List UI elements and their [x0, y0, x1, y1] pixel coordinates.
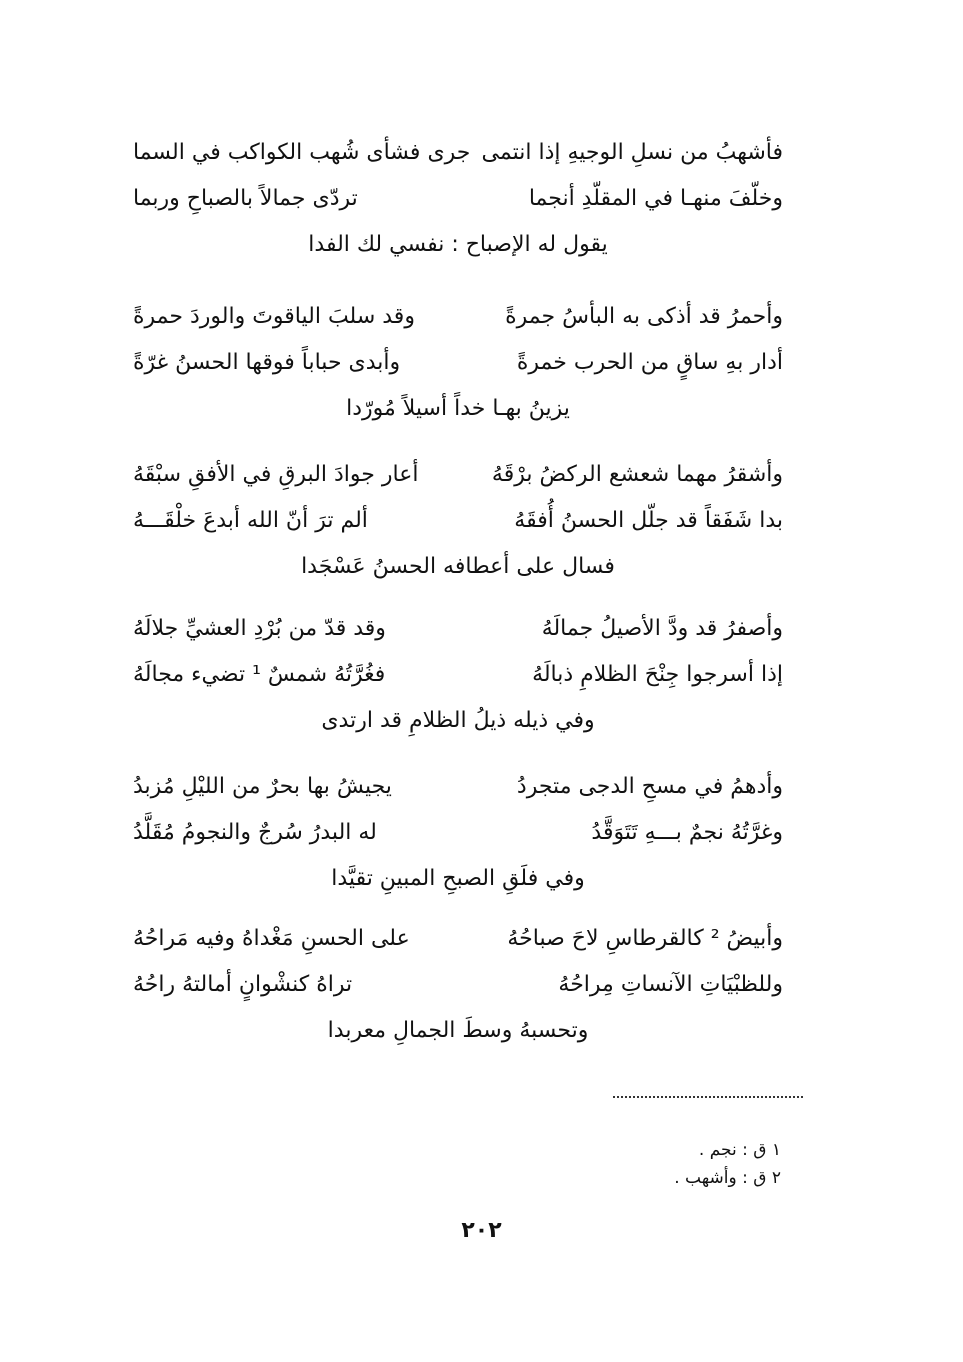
verse-hemistich-left: تراهُ كنشْوانٍ أمالتهُ راحُهُ — [133, 972, 353, 997]
verse-hemistich-right: فأشهبُ من نسلِ الوجيهِ إذا انتمى — [481, 140, 783, 165]
verse-line — [133, 810, 783, 856]
verse-hemistich-left: وقد سلبَ الياقوتَ والوردَ حمرةً — [133, 304, 415, 329]
footnote-2: ٢ ق : وأشهب . — [674, 1168, 781, 1188]
footnote-1: ١ ق : نجم . — [698, 1140, 781, 1160]
poem-stanza-1 — [133, 130, 783, 268]
verse-hemistich-left: وأبدى حباباً فوقها الحسنُ غرّةً — [133, 350, 401, 375]
closing-line: يزينُ بهـا خداً أسيلاً مُورّدا — [346, 396, 570, 421]
verse-hemistich-left: فغُرَّتُهُ شمسٌ ¹ تضيء مجالَهُ — [133, 662, 386, 687]
verse-hemistich-right: بدا شَفَقاً قد جلّل الحسنُ أُفقَهُ — [514, 508, 783, 533]
verse-hemistich-left: له البدرُ سُرجٌ والنجومُ مُقَلَّدُ — [133, 820, 377, 845]
verse-hemistich-left: جرى فشأى شُهب الكواكب في السما — [133, 140, 471, 165]
verse-hemistich-right: وللظبْيَاتِ الآنساتِ مِراحُهُ — [558, 972, 783, 997]
verse-hemistich-left: تردّى جمالاً بالصباحِ وربما — [133, 186, 358, 211]
verse-hemistich-left: ألم ترَ أنّ الله أبدعَ خلْقَـــهُ — [133, 508, 368, 533]
verse-line — [133, 176, 783, 222]
verse-hemistich-right: وخلّفَ منهـا في المقلّدِ أنجما — [528, 186, 783, 211]
verse-line — [133, 294, 783, 340]
poem-stanza-6 — [133, 916, 783, 1054]
verse-hemistich-right: وغرَّتُهُ نجمٌ بـــهِ تَتَوَقَّدُ — [591, 820, 783, 845]
verse-hemistich-right: أدار بهِ ساقٍ من الحرب خمرةً — [516, 350, 783, 375]
verse-line — [133, 916, 783, 962]
verse-hemistich-right: وأشقرُ مهما شعشع الركضُ برْقَهُ — [491, 462, 783, 487]
closing-line: وتحسبهُ وسطَ الجمالِ معربدا — [327, 1018, 589, 1043]
verse-hemistich-right: وأحمرُ قد أذكى به البأسُ جمرةً — [505, 304, 783, 329]
verse-hemistich-left: أعار جوادَ البرقِ في الأفقِ سبْقَهُ — [133, 462, 419, 487]
verse-line — [133, 130, 783, 176]
verse-line — [133, 652, 783, 698]
footnote-divider — [613, 1096, 803, 1098]
verse-hemistich-right: إذا أسرجوا جِنْحَ الظلامِ ذبالَهُ — [532, 662, 783, 687]
poem-stanza-2 — [133, 294, 783, 432]
verse-hemistich-right: وأصفرُ قد ودَّ الأصيلُ جمالَهُ — [541, 616, 783, 641]
closing-line: فسال على أعطافه الحسنُ عَسْجَدا — [301, 554, 615, 579]
verse-hemistich-left: وقد قدّ من بُرْدِ العشيِّ جلالَهُ — [133, 616, 386, 641]
verse-hemistich-right: وأبيضُ ² كالقرطاسِ لاحَ صباحُهُ — [507, 926, 783, 951]
closing-line: وفي ذيله ذيلُ الظلامِ قد ارتدى — [321, 708, 595, 733]
verse-line — [133, 452, 783, 498]
closing-line: وفي فلَقِ الصبحِ المبينِ تقيَّدا — [331, 866, 585, 891]
poem-stanza-3 — [133, 452, 783, 590]
verse-line — [133, 606, 783, 652]
verse-line — [133, 962, 783, 1008]
verse-hemistich-left: يجيشُ بها بحرٌ من الليْلِ مُزبدُ — [133, 774, 392, 799]
footnotes — [481, 1136, 781, 1192]
verse-line — [133, 498, 783, 544]
poem-stanza-4 — [133, 606, 783, 744]
closing-line: يقول له الإصباح : نفسي لك الفدا — [308, 232, 608, 257]
page-number: ٢٠٢ — [461, 1218, 502, 1243]
verse-line — [133, 340, 783, 386]
verse-hemistich-left: على الحسنِ مَغْداهُ وفيه مَراحُهُ — [133, 926, 410, 951]
verse-hemistich-right: وأدهمُ في مسحِ الدجى متجردُ — [516, 774, 783, 799]
verse-line — [133, 764, 783, 810]
poem-stanza-5 — [133, 764, 783, 902]
